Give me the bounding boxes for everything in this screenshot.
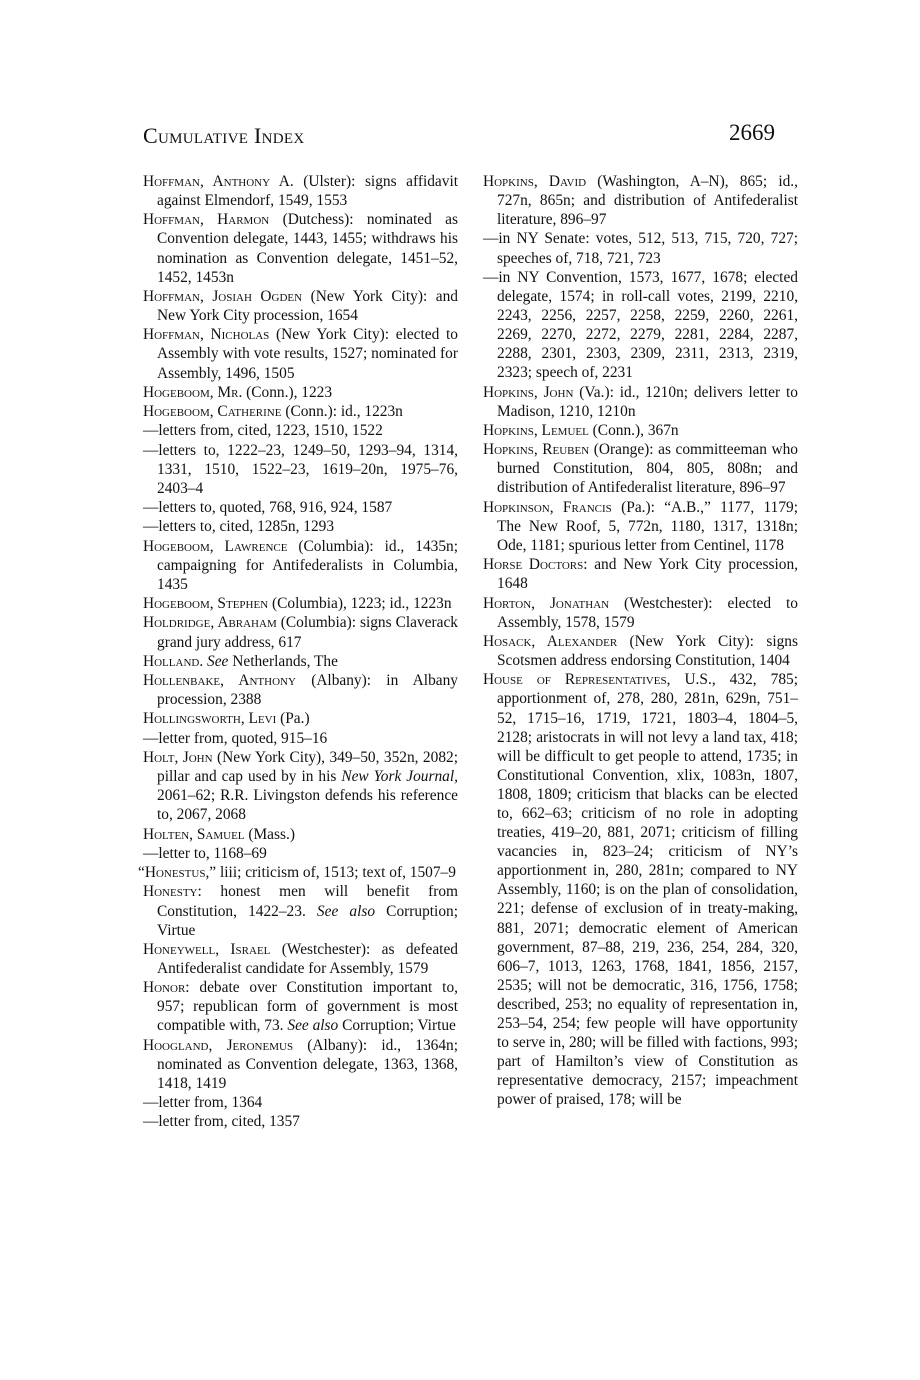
entry-heading: Hopkins, David xyxy=(483,173,587,190)
index-entry xyxy=(143,748,458,824)
entry-heading: Horse Doctors: xyxy=(483,556,588,574)
index-entry xyxy=(143,172,458,210)
entry-text: honest men will benefit from Constitution, 1422–23. xyxy=(157,883,458,920)
entry-text: —letters from, cited, 1223, 1510, 1522 xyxy=(143,422,383,440)
index-entry xyxy=(143,1036,458,1093)
index-entry xyxy=(143,537,458,594)
index-entry xyxy=(143,210,458,286)
entry-heading: Hoffman, Josiah Ogden xyxy=(143,287,303,305)
entry-text: (New York City): signs Scotsmen address endorsing Constitution, 1404 xyxy=(497,632,798,670)
entry-text: (Columbia): signs Claverack grand jury address, 617 xyxy=(157,614,458,651)
entry-text: —letters to, quoted, 768, 916, 924, 1587 xyxy=(143,499,393,517)
entry-text: —letters to, cited, 1285n, 1293 xyxy=(143,518,335,536)
index-subentry xyxy=(143,441,458,498)
entry-text: —in NY Convention, 1573, 1677, 1678; elected delegate, 1574; in roll-call votes, 2199, 2210, 2243, 2256, 2257, 2258, 2259, 2260, 2261, 2269, 2270, 2272, 2279, 2281, 2284, 2287, 2288, 2301, 2303, 2309, 2311, 2313, 2319, 2323; speech of, 2231 xyxy=(483,268,798,382)
entry-text: (Pa.): “A.B.,” 1177, 1179; The New Roof, 5, 772n, 1180, 1317, 1318n; Ode, 1181; spurious letter from Centinel, 1178 xyxy=(497,498,798,554)
entry-heading: Horton, Jonathan xyxy=(483,594,610,612)
entry-text: (Columbia): id., 1435n; campaigning for Antifederalists in Columbia, 1435 xyxy=(157,537,458,593)
index-entry xyxy=(138,863,458,882)
entry-heading: Hogeboom, Mr. xyxy=(143,383,243,401)
index-entry xyxy=(483,421,798,440)
index-entry xyxy=(483,594,798,632)
index-entry xyxy=(143,594,458,613)
entry-text: debate over Constitution important to, 957; republican form of government is most compatible with, 73. xyxy=(157,979,458,1035)
index-entry xyxy=(483,670,798,1109)
entry-text: (Albany): in Albany procession, 2388 xyxy=(157,672,458,709)
entry-heading: “Honestus,” xyxy=(138,864,217,882)
entry-text: (Westchester): as defeated Antifederalist candidate for Assembly, 1579 xyxy=(157,940,458,977)
index-entry xyxy=(483,555,798,593)
index-subentry xyxy=(483,268,798,383)
entry-heading: Hoogland, Jeronemus xyxy=(143,1036,294,1054)
index-entry xyxy=(143,940,458,978)
index-entry xyxy=(143,325,458,382)
entry-heading: Holten, Samuel xyxy=(143,825,245,843)
entry-text: —letter to, 1168–69 xyxy=(143,844,267,862)
index-entry xyxy=(483,383,798,421)
entry-text: Corruption; Virtue xyxy=(157,902,459,939)
entry-heading: Hopkinson, Francis xyxy=(483,498,612,516)
index-column-right xyxy=(483,172,798,1110)
entry-text: (Dutchess): nominated as Convention delegate, 1443, 1455; withdraws his nomination as Convention delegate, 1451–52, 1452, 1453n xyxy=(157,211,458,286)
entry-heading: Hopkins, John xyxy=(483,383,574,401)
index-entry xyxy=(483,498,798,555)
entry-heading: Hopkins, Reuben xyxy=(483,441,590,459)
index-entry xyxy=(143,671,458,709)
index-column-left xyxy=(138,172,459,1132)
entry-heading: Hogeboom, Lawrence xyxy=(143,537,288,555)
entry-heading: Hogeboom, Stephen xyxy=(143,595,269,613)
entry-text: (New York City): elected to Assembly with vote results, 1527; nominated for Assembly, 1496, 1505 xyxy=(157,326,458,382)
index-entry xyxy=(143,882,458,939)
entry-heading: Holland. xyxy=(143,652,204,670)
entry-heading: Honeywell, Israel xyxy=(143,940,271,958)
index-entry xyxy=(483,172,798,229)
entry-heading: Hoffman, Harmon xyxy=(143,211,270,229)
entry-text: —letters to, 1222–23, 1249–50, 1293–94, 1314, 1331, 1510, 1522–23, 1619–20n, 1975–76, 2403–4 xyxy=(143,441,458,497)
cross-reference: See xyxy=(203,652,229,670)
entry-text: A. (Ulster): signs affidavit against Elmendorf, 1549, 1553 xyxy=(157,173,458,210)
index-entry xyxy=(143,383,458,402)
entry-heading: Hoffman, Anthony xyxy=(143,173,271,190)
entry-text: 2061–62; R.R. Livingston defends his reference to, 2067, 2068 xyxy=(157,787,458,824)
entry-text: (Columbia), 1223; id., 1223n xyxy=(268,595,452,613)
index-subentry xyxy=(143,1093,458,1112)
running-title: Cumulative Index xyxy=(143,123,305,148)
entry-text: —letter from, quoted, 915–16 xyxy=(143,729,328,747)
index-subentry xyxy=(143,844,458,863)
index-entry xyxy=(143,402,458,421)
entry-text: 432, 785; apportionment of, 278, 280, 281n, 629n, 751–52, 1715–16, 1719, 1721, 1803–4, 1804–5, 2128; aristocrats in will not levy a land tax, 418; will be difficult to get people to attend, 1735; in Constitutional Convention, xlix, 1083n, 1807, 1808, 1809; criticism that blacks can be elected to, 662–63; criticism of no role in adopting treaties, 419–20, 881, 2071; criticism of filling vacancies in, 823–24; criticism of NY’s apportionment in, 280, 281n; compared to NY Assembly, 1160; is on the plan of consolidation, 221; defense of exclusion of in treaty-making, 881, 2071; democratic element of American government, 87–88, 219, 236, 254, 284, 320, 606–7, 1013, 1263, 1768, 1841, 1856, 2157, 2535; will not be democratic, 316, 1756, 1758; described, 253; no equality of representation in, 253–54, 254; few people will have opportunity to serve in, 280; will be filled with factions, 993; part of Hamilton’s view of Constitution as representative democracy, 2157; impeachment power of praised, 178; will be xyxy=(497,671,798,1109)
entry-heading: House of Representatives, U.S., xyxy=(483,671,716,689)
index-entry xyxy=(143,978,458,1035)
entry-heading: Holdridge, Abraham xyxy=(143,614,277,632)
index-subentry xyxy=(143,421,458,440)
index-entry xyxy=(483,632,798,670)
entry-text: liii; criticism of, 1513; text of, 1507–9 xyxy=(216,864,456,882)
index-entry xyxy=(143,613,458,651)
entry-text: (Washington, A–N), 865; id., 727n, 865n; and distribution of Antifederalist literature, 896–97 xyxy=(497,173,798,229)
entry-text: (Mass.) xyxy=(244,825,295,843)
index-subentry xyxy=(143,729,458,748)
entry-text: (Conn.), 1223 xyxy=(242,383,333,401)
entry-text: (Va.): id., 1210n; delivers letter to Madison, 1210, 1210n xyxy=(497,383,798,420)
index-entry xyxy=(143,825,458,844)
entry-text: (Westchester): elected to Assembly, 1578, 1579 xyxy=(497,594,798,631)
entry-heading: Hollenbake, Anthony xyxy=(143,672,296,690)
index-entry xyxy=(483,440,798,497)
entry-heading: Hogeboom, Catherine xyxy=(143,403,282,421)
italic-text: See also xyxy=(287,1017,339,1035)
entry-text: —letter from, cited, 1357 xyxy=(143,1113,300,1131)
entry-heading: Hoffman, Nicholas xyxy=(143,326,270,344)
entry-text: (Orange): as committeeman who burned Constitution, 804, 805, 808n; and distribution of Antifederalist literature, 896–97 xyxy=(497,441,799,497)
entry-text: (Conn.), 367n xyxy=(588,421,679,439)
index-subentry xyxy=(143,1112,458,1131)
index-entry xyxy=(143,652,458,671)
entry-heading: Honor: xyxy=(143,979,190,997)
entry-text: (New York City), 349–50, 352n, 2082; pillar and cap used by in his xyxy=(157,749,458,786)
entry-text: —in NY Senate: votes, 512, 513, 715, 720, 727; speeches of, 718, 721, 723 xyxy=(483,230,798,267)
index-subentry xyxy=(143,498,458,517)
index-subentry xyxy=(143,517,458,536)
entry-text: Netherlands, The xyxy=(228,652,338,670)
entry-heading: Honesty: xyxy=(143,883,202,901)
entry-text: (Pa.) xyxy=(276,710,310,728)
entry-text: Corruption; Virtue xyxy=(338,1017,456,1035)
italic-text: See also xyxy=(316,902,376,920)
entry-text: and New York City procession, 1648 xyxy=(497,556,798,593)
entry-text: (New York City): and New York City procession, 1654 xyxy=(157,287,458,325)
page-number: 2669 xyxy=(729,120,775,145)
index-subentry xyxy=(483,229,798,267)
entry-text: (Albany): id., 1364n; nominated as Convention delegate, 1363, 1368, 1418, 1419 xyxy=(157,1036,459,1092)
entry-text: (Conn.): id., 1223n xyxy=(281,403,403,421)
entry-heading: Hopkins, Lemuel xyxy=(483,421,589,439)
italic-text: New York Journal, xyxy=(341,768,458,786)
entry-heading: Holt, John xyxy=(143,749,213,766)
entry-text: —letter from, 1364 xyxy=(143,1094,263,1112)
entry-heading: Hosack, Alexander xyxy=(483,632,618,650)
index-entry xyxy=(143,287,458,325)
entry-heading: Hollingsworth, Levi xyxy=(143,710,277,728)
index-entry xyxy=(143,709,458,728)
